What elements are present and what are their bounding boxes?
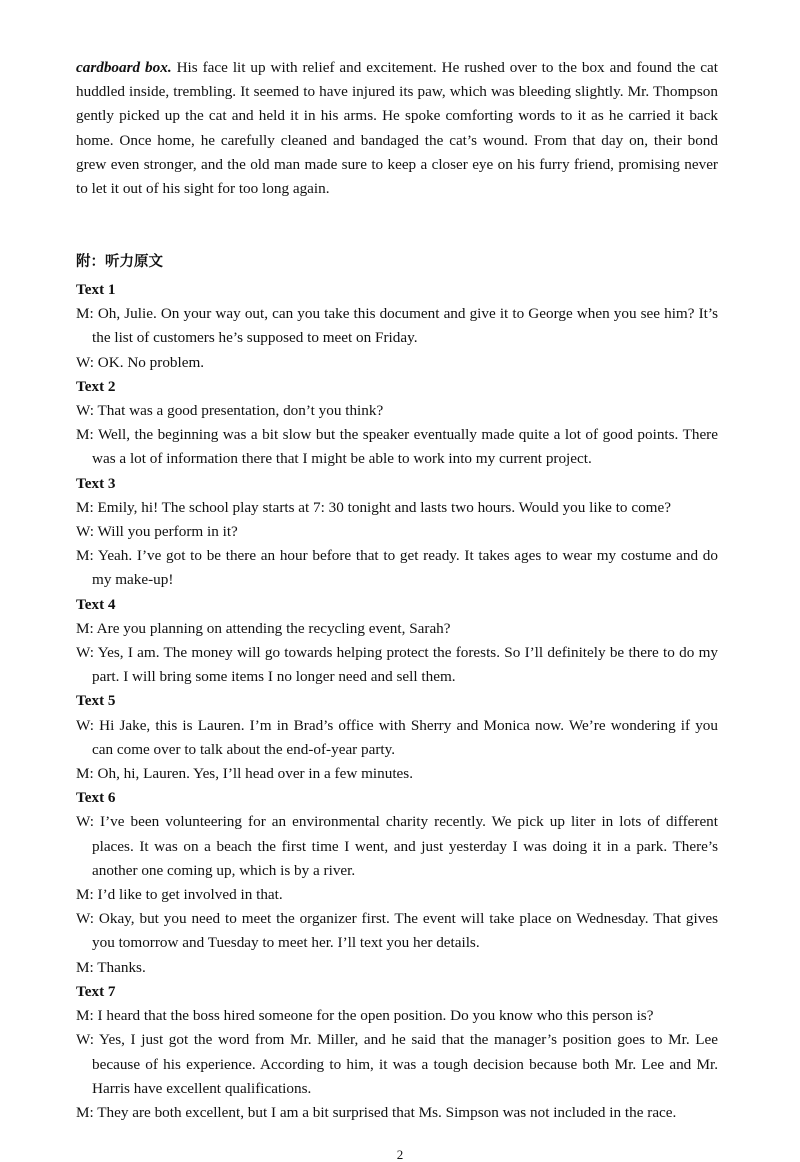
dialogue-line: M: Yeah. I’ve got to be there an hour before that to get ready. It takes ages to wear my costume and do my make-up! (76, 547, 718, 589)
text-title: Text 5 (76, 692, 116, 710)
dialogue-line: M: Oh, hi, Lauren. Yes, I’ll head over in a few minutes. (76, 765, 414, 783)
listening-transcript (76, 252, 718, 1125)
dialogue-line: W: OK. No problem. (76, 353, 205, 371)
story-lead-phrase: cardboard box. (76, 59, 172, 76)
transcript-section (76, 472, 718, 593)
dialogue-line: M: Oh, Julie. On your way out, can you take this document and give it to George when you see him? It’s the list of customers he’s supposed to meet on Friday. (76, 305, 718, 347)
transcript-section (76, 278, 718, 375)
transcript-section (76, 689, 718, 786)
dialogue-line: W: Hi Jake, this is Lauren. I’m in Brad’s office with Sherry and Monica now. We’re wondering if you can come over to talk about the end-of-year party. (76, 716, 718, 758)
transcript-section (76, 980, 718, 1125)
dialogue-line: M: I’d like to get involved in that. (76, 886, 283, 904)
text-title: Text 3 (76, 474, 116, 492)
text-title: Text 6 (76, 789, 116, 807)
text-title: Text 1 (76, 281, 116, 298)
dialogue-line: M: Are you planning on attending the recycling event, Sarah? (76, 619, 451, 637)
dialogue-line: W: That was a good presentation, don’t you think? (76, 402, 384, 420)
dialogue-line: W: Yes, I just got the word from Mr. Miller, and he said that the manager’s position goes to Mr. Lee because of his experience. According to him, it was a tough decision because both Mr. Lee and Mr. Harris have excellent qualifications. (76, 1031, 718, 1097)
story-paragraph (76, 56, 718, 201)
story-body-text: His face lit up with relief and excitement. He rushed over to the box and found the cat huddled inside, trembling. It seemed to have injured its paw, which was bleeding slightly. Mr. Thompson gently picked up the cat and held it in his arms. He spoke comforting words to it as he carried it back home. Once home, he carefully cleaned and bandaged the cat’s wound. From that day on, their bond grew even stronger, and the old man made sure to keep a closer eye on his furry friend, promising never to let it out of his sight for too long again. (76, 59, 719, 198)
dialogue-line: M: I heard that the boss hired someone for the open position. Do you know who this person is? (76, 1007, 654, 1025)
dialogue-line: W: Will you perform in it? (76, 523, 238, 541)
transcript-section (76, 375, 718, 472)
dialogue-line: W: Okay, but you need to meet the organizer first. The event will take place on Wednesday. That gives you tomorrow and Tuesday to meet her. I’ll text you her details. (76, 910, 718, 952)
dialogue-line: W: I’ve been volunteering for an environmental charity recently. We pick up liter in lots of different places. It was on a beach the first time I went, and just yesterday I was doing it in a park. There’s another one coming up, which is by a river. (76, 813, 718, 879)
transcript-texts (76, 278, 718, 1125)
dialogue-line: M: Thanks. (76, 958, 146, 976)
transcript-section (76, 786, 718, 980)
page-number: 2 (396, 1147, 404, 1162)
transcript-section (76, 593, 718, 690)
dialogue-line: W: Yes, I am. The money will go towards helping protect the forests. So I’ll definitely be there to do my part. I will bring some items I no longer need and sell them. (76, 644, 718, 686)
transcript-heading: 附：听力原文 (76, 254, 163, 270)
text-title: Text 7 (76, 982, 116, 1000)
text-title: Text 2 (76, 377, 116, 395)
dialogue-line: M: Well, the beginning was a bit slow but the speaker eventually made quite a lot of good points. There was a lot of information there that I might be able to work into my current project. (76, 426, 718, 468)
text-title: Text 4 (76, 595, 116, 613)
dialogue-line: M: They are both excellent, but I am a bit surprised that Ms. Simpson was not included in the race. (76, 1103, 677, 1121)
dialogue-line: M: Emily, hi! The school play starts at 7: 30 tonight and lasts two hours. Would you like to come? (76, 498, 671, 516)
